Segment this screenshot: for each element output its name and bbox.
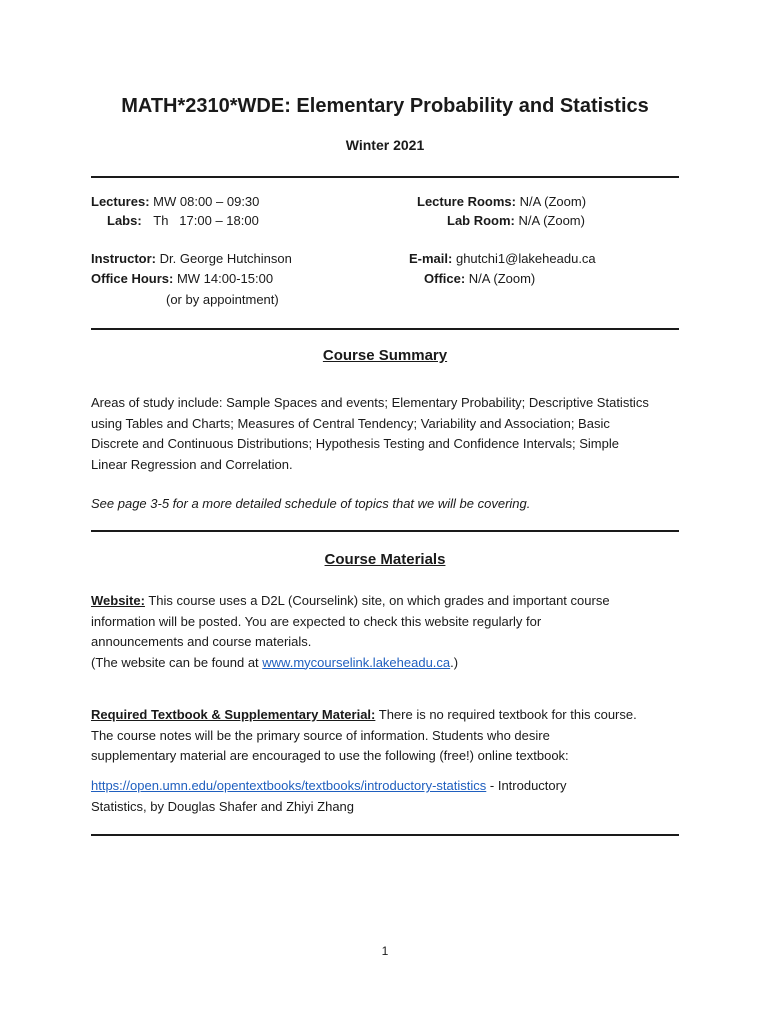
textbook-line	[91, 705, 686, 726]
website-line: information will be posted. You are expected to check this website regularly for	[91, 613, 542, 629]
website-label: Website:	[91, 593, 145, 608]
office-row	[424, 271, 535, 286]
textbook-text: There is no required textbook for this course.	[375, 707, 637, 722]
page-title: MATH*2310*WDE: Elementary Probability and Statistics	[121, 95, 649, 117]
labs-label: Labs:	[107, 213, 142, 228]
textbook-line: Statistics, by Douglas Shafer and Zhiyi Zhang	[91, 798, 355, 814]
page-number: 1	[381, 944, 389, 958]
lecture-rooms-row	[417, 194, 586, 209]
lectures-row	[91, 194, 259, 209]
lecture-rooms-label: Lecture Rooms:	[417, 194, 516, 209]
divider	[91, 176, 679, 178]
website-text: .)	[450, 654, 459, 670]
textbook-line: The course notes will be the primary source of information. Students who desire	[91, 727, 550, 743]
website-paragraph	[91, 591, 686, 673]
textbook-reference	[91, 776, 686, 817]
summary-line: using Tables and Charts; Measures of Central Tendency; Variability and Association; Basic	[91, 415, 610, 431]
course-summary-heading: Course Summary	[322, 347, 448, 364]
course-summary-text	[91, 393, 686, 475]
summary-line: Areas of study include: Sample Spaces and events; Elementary Probability; Descriptive Statistics	[91, 395, 649, 410]
instructor-row	[91, 251, 292, 266]
open-textbook-link[interactable]: https://open.umn.edu/opentextbooks/textbooks/introductory-statistics	[91, 778, 487, 793]
office-value: N/A (Zoom)	[468, 271, 536, 286]
course-materials-heading: Course Materials	[324, 551, 446, 568]
schedule-note: See page 3-5 for a more detailed schedule of topics that we will be covering.	[91, 496, 531, 511]
divider	[91, 834, 679, 836]
office-hours-note: (or by appointment)	[166, 292, 279, 307]
office-label: Office:	[424, 271, 466, 286]
website-line: announcements and course materials.	[91, 634, 312, 649]
textbook-line: supplementary material are encouraged to use the following (free!) online textbook:	[91, 748, 569, 763]
lab-room-label: Lab Room:	[447, 213, 515, 228]
office-hours-row	[91, 271, 273, 286]
summary-line: Discrete and Continuous Distributions; Hypothesis Testing and Confidence Intervals; Simple	[91, 436, 619, 451]
website-line	[91, 653, 686, 674]
labs-row	[107, 213, 259, 228]
summary-line: Linear Regression and Correlation.	[91, 456, 293, 472]
website-text: This course uses a D2L (Courselink) site, on which grades and important course	[144, 593, 610, 608]
divider	[91, 530, 679, 532]
lectures-value: MW 08:00 – 09:30	[153, 194, 260, 209]
lab-room-value: N/A (Zoom)	[518, 213, 585, 228]
office-hours-value: MW 14:00-15:00	[176, 271, 274, 286]
divider	[91, 328, 679, 330]
courselink-link[interactable]: www.mycourselink.lakeheadu.ca	[262, 654, 451, 670]
email-value: ghutchi1@lakeheadu.ca	[455, 251, 596, 266]
email-row	[409, 251, 596, 266]
lecture-rooms-value: N/A (Zoom)	[519, 194, 587, 209]
textbook-label: Required Textbook & Supplementary Material:	[91, 707, 376, 722]
labs-value: Th 17:00 – 18:00	[153, 213, 259, 228]
website-line	[91, 591, 686, 612]
textbook-text: - Introductory	[486, 778, 567, 793]
lab-room-row	[447, 213, 585, 228]
office-hours-label: Office Hours:	[91, 271, 174, 286]
website-text: (The website can be found at	[91, 654, 263, 670]
textbook-line	[91, 776, 686, 797]
instructor-label: Instructor:	[91, 251, 156, 266]
term-label: Winter 2021	[345, 137, 425, 153]
instructor-value: Dr. George Hutchinson	[159, 251, 292, 266]
lectures-label: Lectures:	[91, 194, 150, 209]
email-label: E-mail:	[409, 251, 453, 266]
textbook-paragraph	[91, 705, 686, 767]
